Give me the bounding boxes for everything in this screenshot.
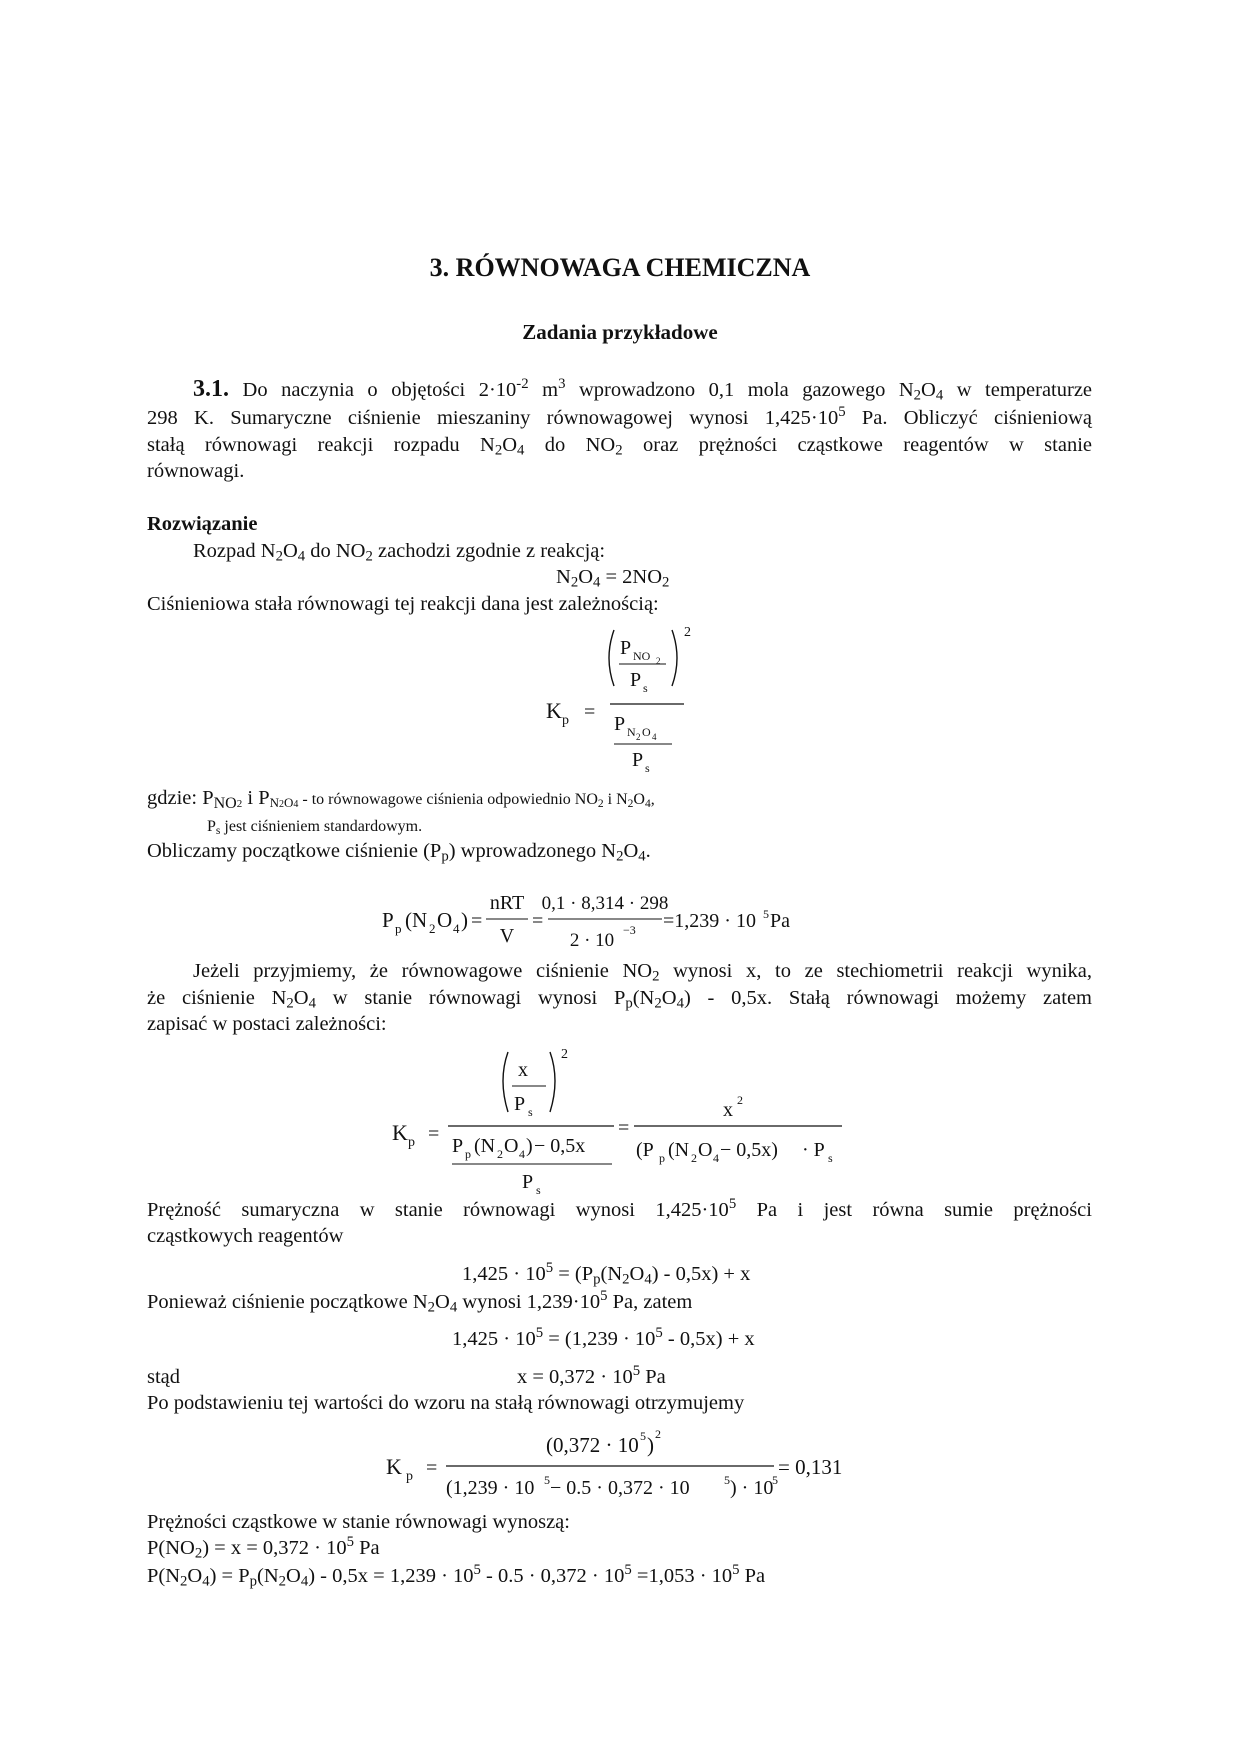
kp2-den-n: (N <box>474 1135 496 1157</box>
x-result: $x = 0,372 \cdot 10^5$ Pa <box>517 1362 666 1388</box>
n2o4-sub-o: O <box>642 725 651 739</box>
kp2-rhs-square: 2 <box>737 1093 743 1107</box>
ps-description: $P_s$ jest ciśnieniem standardowym. <box>207 818 423 837</box>
kp3-result: = 0,131 <box>778 1455 843 1479</box>
kp3-num-exp: 5 <box>640 1429 646 1443</box>
solution-line-7: Prężność sumaryczna w stanie równowagi wynosi $1,425\cdot 10^5$ Pa i jest równa sumie prężności <box>147 1195 1092 1221</box>
gdzie-line: gdzie: $P_{NO2}$ i $P_{N2O4}$ - to równowagowe ciśnienia odpowiednio $NO_2$ i $N_2O_4$, <box>147 787 655 812</box>
kp2-rhs-den-ps-sub: s <box>828 1151 833 1165</box>
kp-definition-equation <box>540 618 740 778</box>
kp2-rhs-x: x <box>723 1099 733 1121</box>
pp-subscript: p <box>395 921 402 936</box>
kp-subscript: p <box>562 713 569 728</box>
solution-line-5: że ciśnienie $N_2O_4$ w stanie równowagi wynosi $P_p(N_2O_4) - 0,5x$. Stałą równowagi możemy zatem <box>147 987 1092 1012</box>
kp2-rhs-den-n: (N <box>668 1139 690 1161</box>
kp3-den-exp-2: 5 <box>724 1473 730 1487</box>
kp2-ps-bottom-sub: s <box>536 1183 541 1197</box>
partial-pressure-no2: $P(NO_2) = x = 0,372 \cdot 10^5$ Pa <box>147 1533 380 1562</box>
pp-result: =1,239 · 10 <box>663 910 756 932</box>
equation-sum-2: $1,425 \cdot 10^5 = (1,239 \cdot 10^5 - 0,5x) + x$ <box>452 1324 755 1350</box>
kp3-den-exp-1: 5 <box>544 1473 550 1487</box>
numeric-denominator: 2 · 10 <box>569 930 615 951</box>
solution-line-11: Prężności cząstkowe w stanie równowagi wynoszą: <box>147 1511 570 1533</box>
ps-bottom-sub: s <box>645 761 650 775</box>
kp3-den-b: − 0.5 · 0,372 · 10 <box>550 1477 690 1499</box>
kp-symbol: K <box>546 698 562 723</box>
pp-symbol: P <box>382 908 394 932</box>
kp2-ps-bottom: P <box>522 1171 534 1193</box>
solution-line-1: Rozpad $N_2O_4$ do $NO_2$ zachodzi zgodnie z reakcją: <box>193 540 606 565</box>
solution-line-4: Jeżeli przyjmiemy, że równowagowe ciśnienie $NO_2$ wynosi x, to ze stechiometrii reakcji wynika, <box>193 960 1093 985</box>
partial-pressure-n2o4: $P(N_2O_4) = P_p(N_2O_4) - 0,5x = 1,239 \cdot 10^5 - 0.5 \cdot 0,372 \cdot 10^5 =1,053 \cdot 10^5$ Pa <box>147 1561 766 1590</box>
reaction-equation: $N_2O_4 = 2NO_2$ <box>556 566 670 591</box>
kp2-subscript: p <box>408 1135 415 1150</box>
no2-two: 2 <box>656 656 661 666</box>
problem-line-2: 298 K. Sumaryczne ciśnienie mieszaniny równowagowej wynosi $1,425\cdot 10^5$ Pa. Obliczyć ciśnieniową <box>147 403 1092 429</box>
problem-line-4: równowagi. <box>147 460 245 482</box>
v-denominator: V <box>499 925 515 947</box>
section-subtitle: Zadania przykładowe <box>522 320 718 344</box>
pp-arg-open: (N <box>405 908 428 932</box>
kp2-den-close: ) <box>526 1135 533 1157</box>
p-n2o4: P <box>614 713 626 735</box>
kp2-symbol: K <box>392 1120 408 1145</box>
kp2-den-four: 4 <box>519 1147 525 1161</box>
n2o4-sub-two: 2 <box>636 732 641 742</box>
ps-top-sub: s <box>643 681 648 695</box>
kp2-rhs-den-ps: · P <box>802 1139 825 1161</box>
pp-equals-2: = <box>532 910 544 932</box>
kp2-x-top: x <box>518 1059 528 1081</box>
solution-line-6: zapisać w postaci zależności: <box>147 1013 387 1035</box>
equals-sign: = <box>584 701 596 723</box>
problem-line-3: stałą równowagi reakcji rozpadu $N_2O_4$ do $NO_2$ oraz prężności cząstkowe reagentów w stanie <box>147 434 1092 459</box>
chapter-title: 3. RÓWNOWAGA CHEMICZNA <box>429 253 811 282</box>
n2o4-sub-four: 4 <box>652 732 657 742</box>
pp-arg-four: 4 <box>453 921 460 936</box>
square-exponent: 2 <box>684 625 691 640</box>
kp2-den-two: 2 <box>497 1147 503 1161</box>
solution-heading: Rozwiązanie <box>147 513 258 535</box>
kp3-equals: = <box>426 1457 438 1479</box>
kp2-square: 2 <box>561 1047 568 1062</box>
kp3-numerator: (0,372 · 10 <box>546 1433 639 1457</box>
ps-top: P <box>630 669 642 691</box>
stad-label: stąd <box>147 1366 181 1388</box>
solution-line-10: Po podstawieniu tej wartości do wzoru na stałą równowagi otrzymujemy <box>147 1392 745 1414</box>
p-no2: P <box>620 637 632 659</box>
kp2-rhs-den-o: O <box>698 1139 713 1161</box>
pp-arg-close: ) <box>461 908 468 932</box>
kp3-symbol: K <box>386 1454 402 1479</box>
kp3-den-c: ) · 10 <box>730 1477 774 1499</box>
problem-line-1: 3.1. Do naczynia o objętości $2\cdot 10^{-2}$ $m^3$ wprowadzono 0,1 mola gazowego $N_2O_4$ w temperaturze <box>193 375 1093 404</box>
equation-sum-1: $1,425 \cdot 10^5 = (P_p(N_2O_4) - 0,5x) + x$ <box>462 1259 751 1288</box>
kp2-rhs-den-two: 2 <box>691 1151 697 1165</box>
pp-arg-o: O <box>437 908 453 932</box>
solution-line-3: Obliczamy początkowe ciśnienie $(P_p)$ wprowadzonego $N_2O_4$. <box>147 840 651 865</box>
denominator-exponent: −3 <box>623 923 636 937</box>
initial-pressure-equation <box>380 884 860 958</box>
kp2-equals: = <box>428 1123 440 1145</box>
nrt-numerator: nRT <box>489 892 525 914</box>
kp3-num-square: 2 <box>655 1427 661 1441</box>
kp2-den-o: O <box>504 1135 519 1157</box>
kp3-den-exp-3: 5 <box>772 1473 778 1487</box>
kp2-rhs-den-p-sub: p <box>659 1151 665 1165</box>
kp3-den-a: (1,239 · 10 <box>446 1477 535 1499</box>
kp-x-equation <box>390 1040 850 1200</box>
pp-unit: Pa <box>770 910 790 932</box>
kp3-num-close: ) <box>647 1433 654 1457</box>
kp2-rhs-den-p: (P <box>636 1139 654 1161</box>
n2o4-sub-n: N <box>627 725 636 739</box>
numeric-numerator: 0,1 · 8,314 · 298 <box>541 893 669 914</box>
ps-bottom: P <box>632 749 644 771</box>
kp2-den-p-sub: p <box>465 1147 471 1161</box>
kp2-den-p: P <box>452 1135 464 1157</box>
kp-numeric-equation <box>384 1422 864 1504</box>
pp-result-exponent: 5 <box>763 907 769 921</box>
no2-subscript: NO <box>633 649 651 663</box>
kp2-ps-top: P <box>514 1093 526 1115</box>
kp3-subscript: p <box>406 1469 413 1484</box>
kp2-den-minus: − 0,5x <box>534 1135 586 1157</box>
solution-line-2: Ciśnieniowa stała równowagi tej reakcji dana jest zależnością: <box>147 593 659 615</box>
solution-line-9: Ponieważ ciśnienie początkowe $N_2O_4$ wynosi $1,239\cdot 10^5$ Pa, zatem <box>147 1287 693 1316</box>
kp2-ps-top-sub: s <box>528 1105 533 1119</box>
kp2-equals-2: = <box>618 1117 630 1139</box>
kp2-rhs-den-minus: − 0,5x) <box>720 1139 778 1161</box>
solution-line-8: cząstkowych reagentów <box>147 1225 344 1247</box>
pp-arg-two: 2 <box>429 921 436 936</box>
kp2-rhs-den-four: 4 <box>713 1151 719 1165</box>
pp-equals: = <box>471 910 483 932</box>
